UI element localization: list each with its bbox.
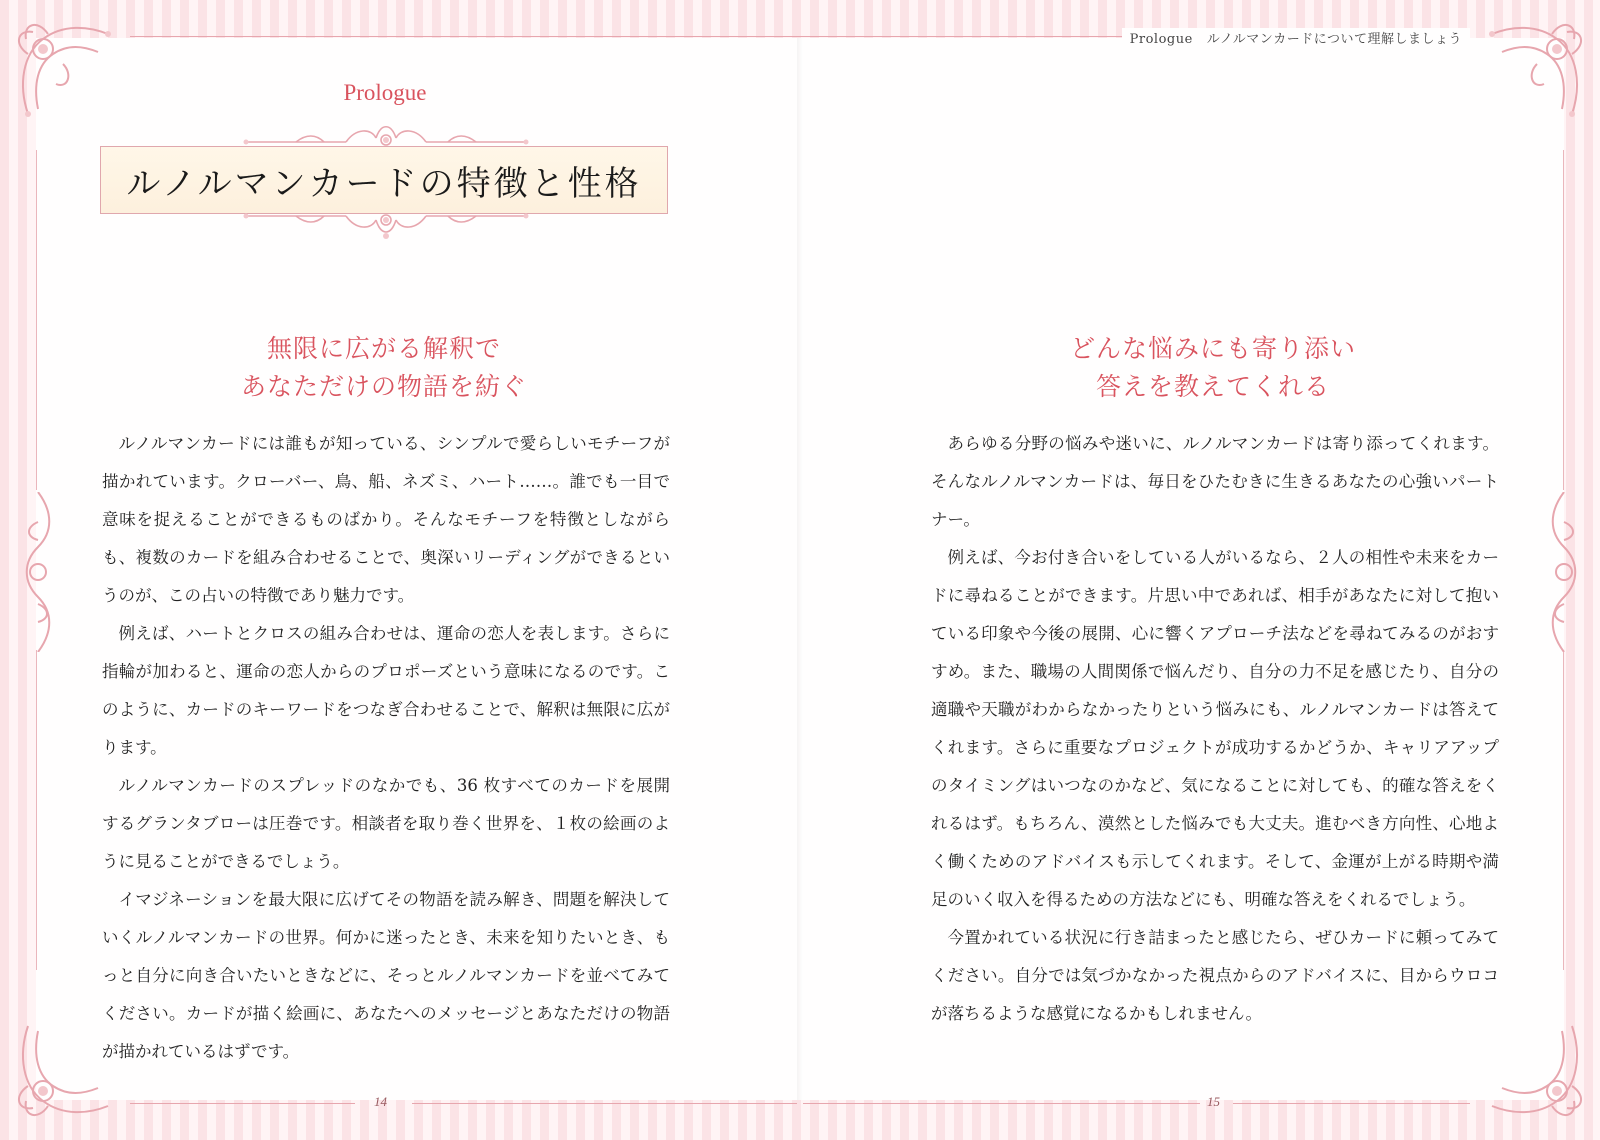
paragraph: ルノルマンカードには誰もが知っている、シンプルで愛らしいモチーフが描かれています。クローバー、鳥、船、ネズミ、ハート……。誰でも一目で意味を捉えることができるものばかり。そんなモチーフを特徴としながらも、複数のカードを組み合わせることで、奥深いリーディングができるというのが、この占いの特徴であり魅力です。 bbox=[102, 434, 670, 605]
title-flourish-icon bbox=[236, 206, 536, 242]
side-ornament-icon bbox=[1544, 492, 1584, 652]
left-heading-line-1: 無限に広がる解釈で bbox=[266, 334, 501, 363]
bottom-rule-right-b bbox=[1233, 1103, 1470, 1104]
paragraph: 例えば、ハートとクロスの組み合わせは、運命の恋人を表します。さらに指輪が加わると、運命の恋人からのプロポーズという意味になるのです。このように、カードのキーワードをつなぎ合わせることで、解釈は無限に広がります。 bbox=[102, 624, 670, 757]
paragraph: 例えば、今お付き合いをしている人がいるなら、２人の相性や未来をカードに尋ねることができます。片思い中であれば、相手があなたに対して抱いている印象や今後の展開、心に響くアプローチ法などを尋ねてみるのがおすすめ。また、職場の人間関係で悩んだり、自分の力不足を感じたり、自分の適職や天職がわからなかったりという悩みにも、ルノルマンカードは答えてくれます。さらに重要なプロジェクトが成功するかどうか、キャリアアップのタイミングはいつなのかなど、気になることに対しても、的確な答えをくれるはず。もちろん、漠然とした悩みでも大丈夫。進むべき方向性、心地よく働くためのアドバイスも示してくれます。そして、金運が上がる時期や満足のいく収入を得るための方法などにも、明確な答えをくれるでしょう。 bbox=[931, 548, 1499, 909]
book-gutter bbox=[797, 38, 803, 1100]
paragraph: イマジネーションを最大限に広げてその物語を読み解き、問題を解決していくルノルマンカードの世界。何かに迷ったとき、未来を知りたいとき、もっと自分に向き合いたいときなどに、そっとルノルマンカードを並べてみてください。カードが描く絵画に、あなたへのメッセージとあなただけの物語が描かれているはずです。 bbox=[102, 890, 670, 1061]
left-side-line-upper bbox=[36, 150, 37, 490]
right-side-line-lower bbox=[1563, 650, 1564, 970]
corner-ornament-icon bbox=[1482, 14, 1592, 124]
right-body-text bbox=[931, 425, 1499, 1033]
bottom-rule-left-b bbox=[412, 1103, 797, 1104]
left-heading-line-2: あなただけの物語を紡ぐ bbox=[240, 372, 527, 401]
side-ornament-icon bbox=[18, 492, 58, 652]
paragraph: あらゆる分野の悩みや迷いに、ルノルマンカードは寄り添ってくれます。そんなルノルマンカードは、毎日をひたむきに生きるあなたの心強いパートナー。 bbox=[931, 434, 1499, 529]
title-box bbox=[100, 146, 668, 214]
paragraph: ルノルマンカードのスプレッドのなかでも、36 枚すべてのカードを展開するグランタブローは圧巻です。相談者を取り巻く世界を、１枚の絵画のように見ることができるでしょう。 bbox=[102, 776, 670, 871]
page-number-left: 14 bbox=[374, 1094, 387, 1109]
page-title: ルノルマンカードの特徴と性格 bbox=[126, 163, 642, 204]
section-label: Prologue bbox=[343, 80, 427, 105]
left-body-text bbox=[102, 425, 670, 1071]
page-number-right: 15 bbox=[1207, 1094, 1220, 1109]
bottom-rule-left-a bbox=[130, 1103, 355, 1104]
running-head-english: Prologue bbox=[1129, 32, 1193, 47]
running-head-japanese: ルノルマンカードについて理解しましょう bbox=[1206, 32, 1462, 47]
corner-ornament-icon bbox=[8, 14, 118, 124]
right-heading-line-1: どんな悩みにも寄り添い bbox=[1069, 334, 1356, 363]
bottom-rule-right-a bbox=[803, 1103, 1200, 1104]
right-heading-line-2: 答えを教えてくれる bbox=[1095, 372, 1330, 401]
right-section-heading bbox=[931, 330, 1495, 406]
left-side-line-lower bbox=[36, 650, 37, 970]
running-head bbox=[1122, 28, 1470, 47]
left-section-heading bbox=[102, 330, 666, 406]
right-side-line-upper bbox=[1563, 150, 1564, 490]
paragraph: 今置かれている状況に行き詰まったと感じたら、ぜひカードに頼ってみてください。自分では気づかなかった視点からのアドバイスに、目からウロコが落ちるような感覚になるかもしれません。 bbox=[931, 928, 1499, 1023]
